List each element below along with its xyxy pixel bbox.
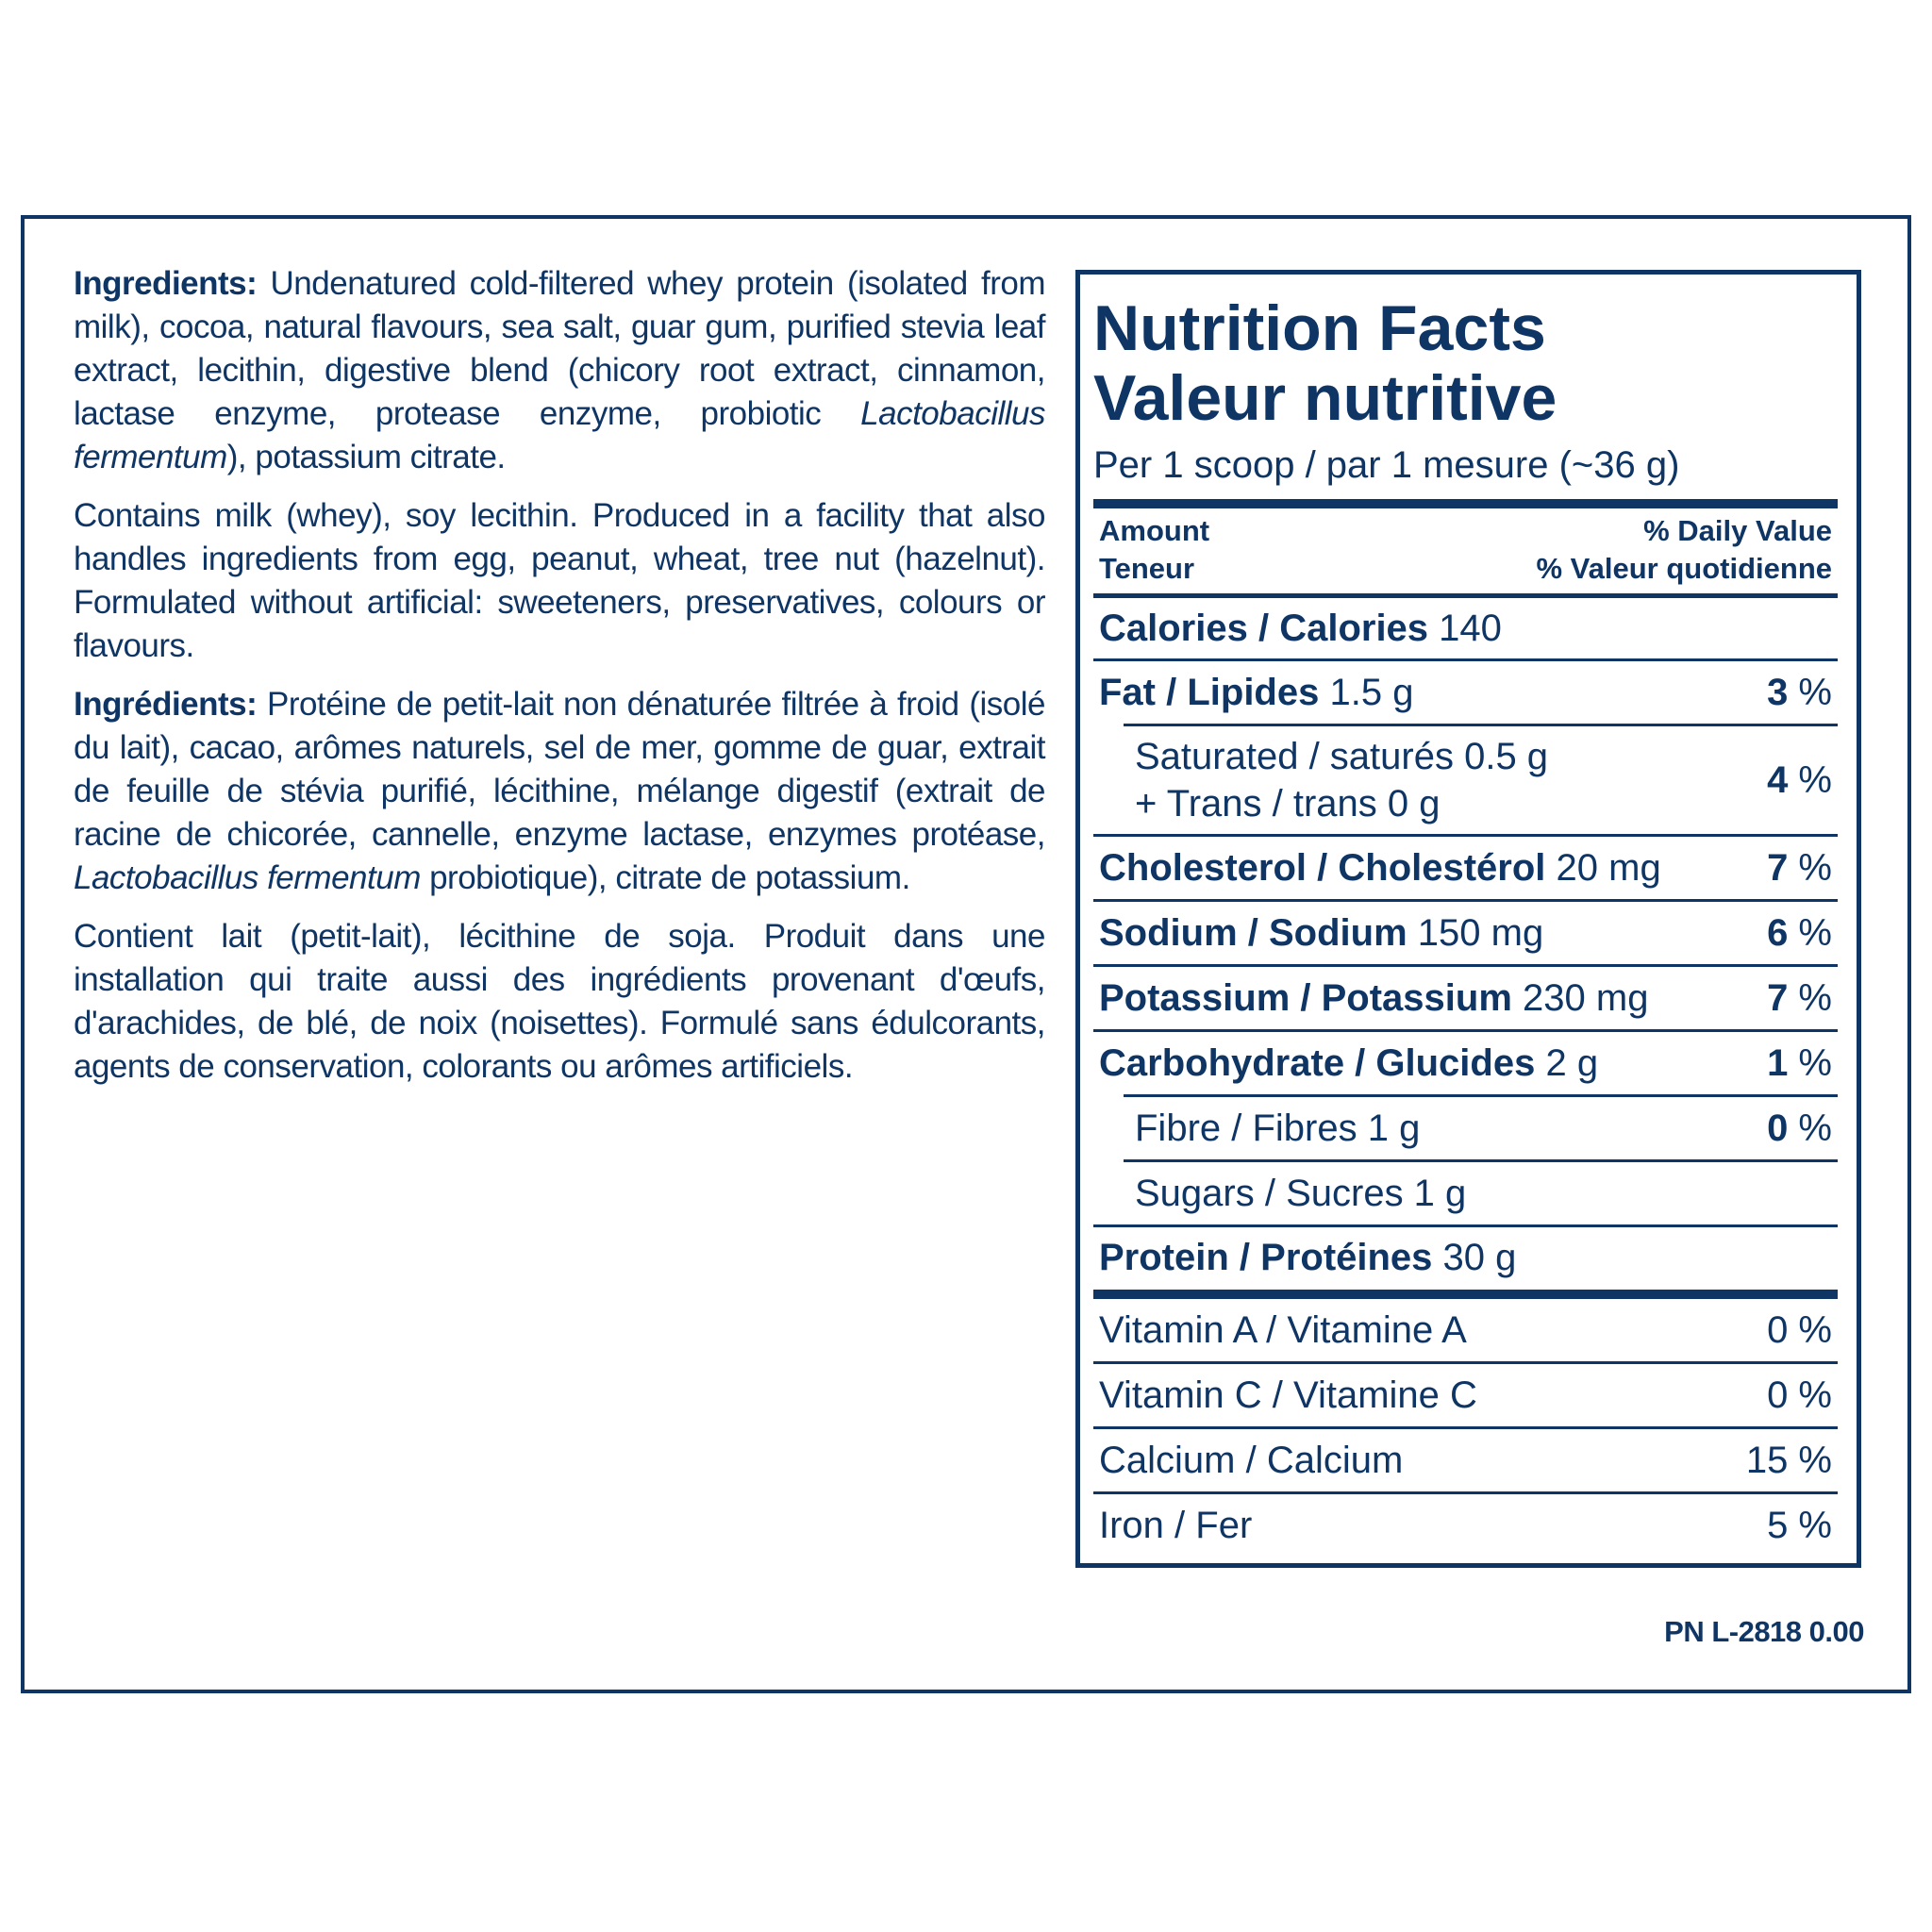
- row-calcium: Calcium / Calcium 15 %: [1099, 1439, 1832, 1481]
- ingredients-column: [74, 262, 1045, 1104]
- row-protein: Protein / Protéines 30 g: [1099, 1236, 1517, 1278]
- ingredients-en: Ingredients: Undenatured cold-filtered whey protein (isolated from milk), cocoa, natural flavours, sea salt, guar gum, purified stevia leaf extract, lecithin, digestive blend (chicory root extract, cinnamon, lactase enzyme, protease enzyme, probiotic Lactobacillus fermentum), potassium citrate.: [74, 265, 1045, 475]
- column-header: Amount Teneur % Daily Value % Valeur quotidienne: [1099, 514, 1832, 585]
- divider: [1093, 1290, 1838, 1299]
- row-fat: Fat / Lipides 1.5 g 3 %: [1099, 671, 1832, 713]
- row-iron: Iron / Fer 5 %: [1099, 1504, 1832, 1546]
- allergens-fr: Contient lait (petit-lait), lécithine de soja. Produit dans une installation qui traite aussi des ingrédients provenant d'œufs, d'arachides, de blé, de noix (noisettes). Formulé sans édulcorants, agents de conservation, colorants ou arômes artificiels.: [74, 918, 1045, 1085]
- divider: [1093, 499, 1838, 508]
- row-sugars: Sugars / Sucres 1 g: [1135, 1172, 1467, 1214]
- row-saturated-trans: Saturated / saturés 0.5 g + Trans / trans 0 g 4 %: [1135, 736, 1832, 824]
- nutrition-title: Nutrition Facts Valeur nutritive: [1093, 292, 1557, 434]
- row-potassium: Potassium / Potassium 230 mg 7 %: [1099, 976, 1832, 1019]
- row-cholesterol: Cholesterol / Cholestérol 20 mg 7 %: [1099, 846, 1832, 889]
- allergens-en: Contains milk (whey), soy lecithin. Produced in a facility that also handles ingredients from egg, peanut, wheat, tree nut (hazelnut). Formulated without artificial: sweeteners, preservatives, colours or flavours.: [74, 497, 1045, 664]
- nutrition-facts-table: [1075, 270, 1861, 1568]
- part-number: PN L-2818 0.00: [1664, 1615, 1864, 1648]
- row-fibre: Fibre / Fibres 1 g 0 %: [1135, 1107, 1832, 1149]
- row-vitamin-c: Vitamin C / Vitamine C 0 %: [1099, 1374, 1832, 1416]
- row-sodium: Sodium / Sodium 150 mg 6 %: [1099, 911, 1832, 954]
- serving-size: Per 1 scoop / par 1 mesure (~36 g): [1093, 444, 1680, 486]
- row-calories: Calories / Calories 140: [1099, 607, 1502, 649]
- row-carbohydrate: Carbohydrate / Glucides 2 g 1 %: [1099, 1041, 1832, 1084]
- ingredients-fr: Ingrédients: Protéine de petit-lait non dénaturée filtrée à froid (isolé du lait), cacao, arômes naturels, sel de mer, gomme de guar, extrait de feuille de stévia purifié, lécithine, mélange digestif (extrait de racine de chicorée, cannelle, enzyme lactase, enzymes protéase, Lactobacillus fermentum probiotique), citrate de potassium.: [74, 686, 1045, 896]
- row-vitamin-a: Vitamin A / Vitamine A 0 %: [1099, 1308, 1832, 1351]
